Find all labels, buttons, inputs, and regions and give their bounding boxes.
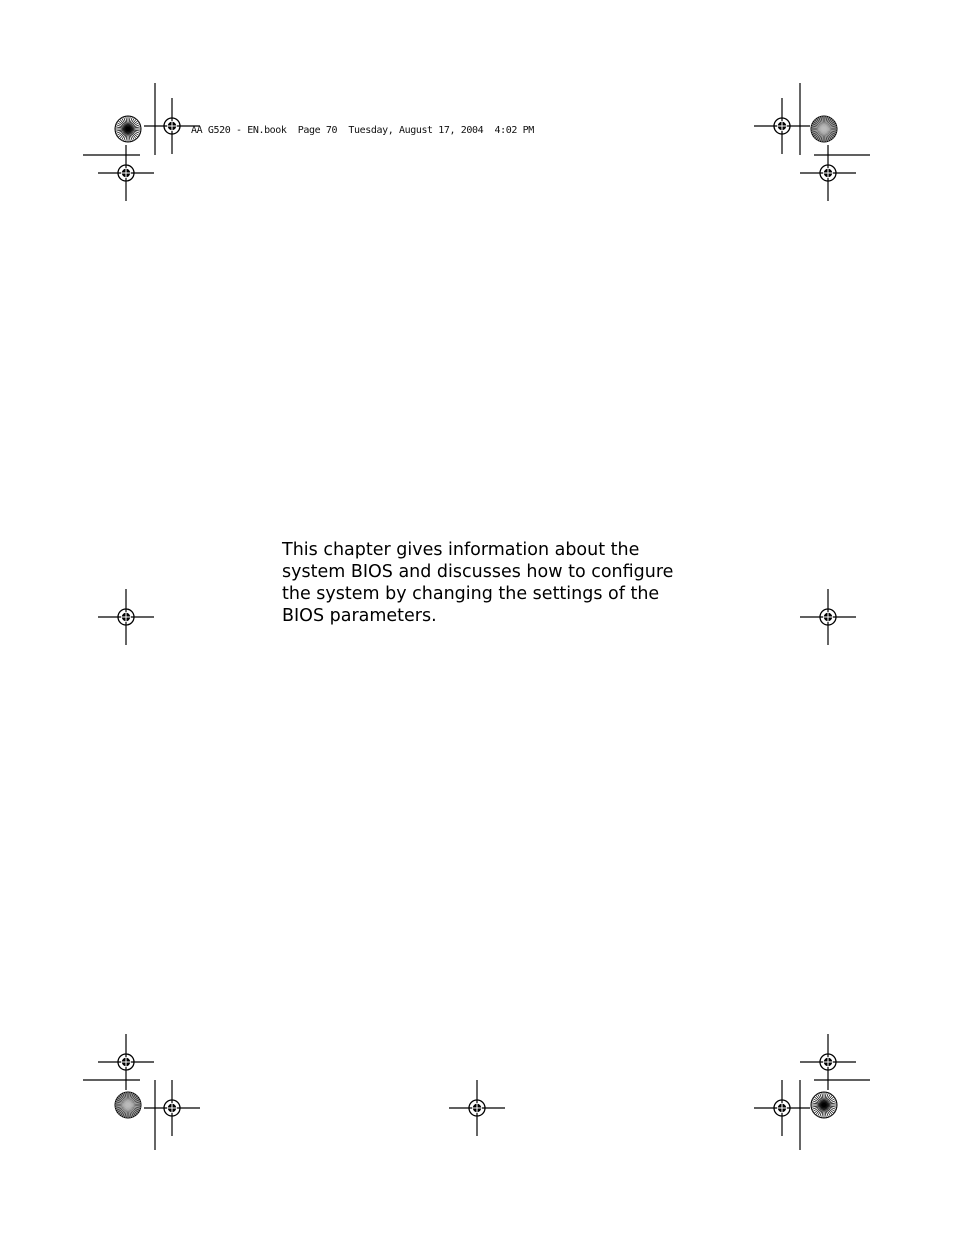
print-slug-line: AA G520 - EN.book Page 70 Tuesday, August 17, 2004 4:02 PM <box>191 125 534 136</box>
starburst-mark-icon <box>115 116 141 142</box>
chapter-intro-paragraph: This chapter gives information about the system BIOS and discusses how to configure the system by changing the settings of the BIOS parameters. <box>282 540 674 626</box>
registration-mark-icon <box>98 1034 154 1090</box>
registration-mark-icon <box>449 1080 505 1136</box>
registration-mark-icon <box>754 1080 810 1136</box>
registration-mark-icon <box>800 589 856 645</box>
registration-mark-icon <box>98 145 154 201</box>
registration-mark-icon <box>144 1080 200 1136</box>
registration-mark-icon <box>754 98 810 154</box>
starburst-mark-icon <box>811 116 837 142</box>
registration-mark-icon <box>98 589 154 645</box>
registration-mark-icon <box>800 1034 856 1090</box>
starburst-mark-icon <box>811 1092 837 1118</box>
registration-mark-icon <box>800 145 856 201</box>
starburst-mark-icon <box>115 1092 141 1118</box>
